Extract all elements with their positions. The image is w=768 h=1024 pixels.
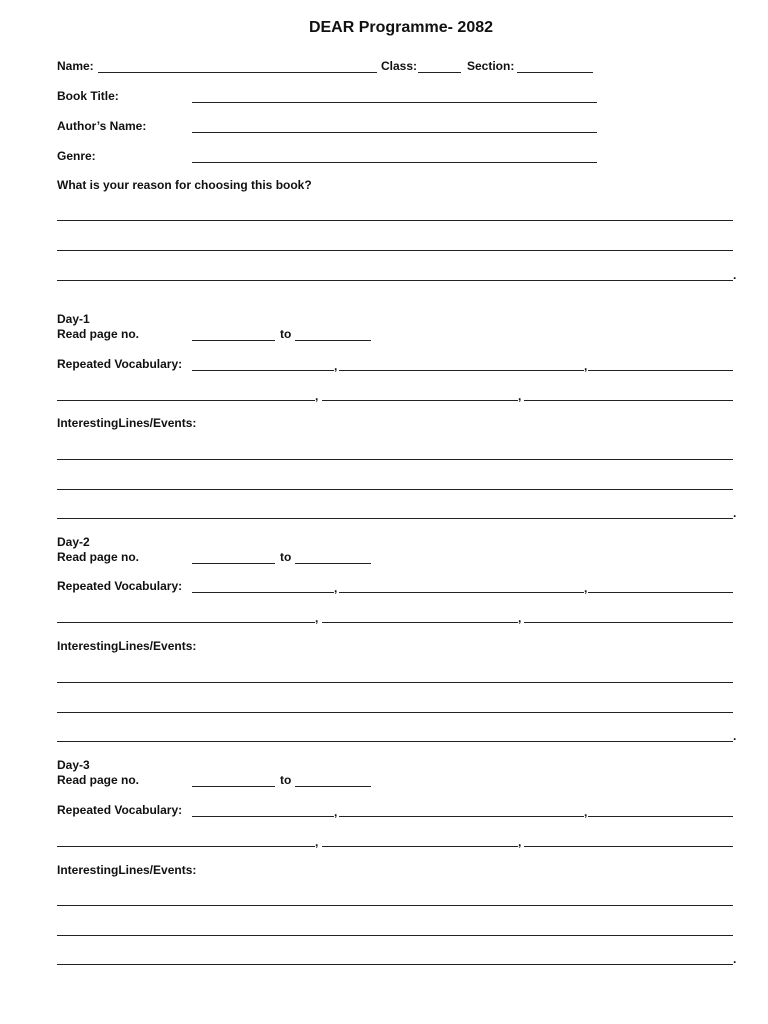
genre-label: Genre: <box>57 149 96 163</box>
vocab-field-3[interactable] <box>588 816 733 817</box>
vocab-comma: , <box>315 611 319 625</box>
book-title-field[interactable] <box>192 102 597 103</box>
class-label: Class: <box>381 59 418 73</box>
vocab-comma: , <box>584 581 588 595</box>
vocab-field-4[interactable] <box>57 400 315 401</box>
section-field[interactable] <box>517 72 593 73</box>
interesting-lines-label: InterestingLines/Events: <box>57 639 197 653</box>
day-label: Day-1 <box>57 312 90 326</box>
vocab-comma: , <box>518 835 522 849</box>
vocab-field-1[interactable] <box>192 370 334 371</box>
interesting-line-1[interactable] <box>57 459 733 460</box>
vocab-field-2[interactable] <box>339 816 584 817</box>
vocab-field-5[interactable] <box>322 846 518 847</box>
reason-line-3[interactable] <box>57 280 733 281</box>
author-label: Author’s Name: <box>57 119 147 133</box>
vocab-field-6[interactable] <box>524 846 733 847</box>
vocab-field-4[interactable] <box>57 622 315 623</box>
name-field[interactable] <box>98 72 377 73</box>
interesting-lines-label: InterestingLines/Events: <box>57 416 197 430</box>
name-label: Name: <box>57 59 94 73</box>
vocab-comma: , <box>518 611 522 625</box>
vocab-field-6[interactable] <box>524 400 733 401</box>
read-page-label: Read page no. <box>57 773 140 787</box>
page-title: DEAR Programme- 2082 <box>308 19 494 36</box>
section-label: Section: <box>467 59 515 73</box>
page-from-field[interactable] <box>192 563 275 564</box>
genre-field[interactable] <box>192 162 597 163</box>
vocab-comma: , <box>334 581 338 595</box>
page-to-field[interactable] <box>295 786 371 787</box>
interesting-line-2[interactable] <box>57 935 733 936</box>
interesting-period: . <box>733 729 737 743</box>
vocab-field-4[interactable] <box>57 846 315 847</box>
vocabulary-label: Repeated Vocabulary: <box>57 357 183 371</box>
book-title-label: Book Title: <box>57 89 119 103</box>
to-label: to <box>280 773 292 787</box>
to-label: to <box>280 550 292 564</box>
reason-line-1[interactable] <box>57 220 733 221</box>
interesting-line-2[interactable] <box>57 489 733 490</box>
vocab-field-3[interactable] <box>588 592 733 593</box>
reason-line-2[interactable] <box>57 250 733 251</box>
vocab-comma: , <box>315 835 319 849</box>
page-to-field[interactable] <box>295 340 371 341</box>
reason-question: What is your reason for choosing this book? <box>57 178 312 192</box>
day-label: Day-2 <box>57 535 90 549</box>
page-from-field[interactable] <box>192 786 275 787</box>
vocab-field-1[interactable] <box>192 592 334 593</box>
vocab-comma: , <box>334 805 338 819</box>
interesting-line-3[interactable] <box>57 964 733 965</box>
vocab-comma: , <box>518 389 522 403</box>
interesting-line-1[interactable] <box>57 905 733 906</box>
interesting-line-3[interactable] <box>57 518 733 519</box>
vocab-comma: , <box>334 359 338 373</box>
vocab-comma: , <box>315 389 319 403</box>
interesting-line-2[interactable] <box>57 712 733 713</box>
page-from-field[interactable] <box>192 340 275 341</box>
vocab-field-6[interactable] <box>524 622 733 623</box>
interesting-line-3[interactable] <box>57 741 733 742</box>
vocab-field-5[interactable] <box>322 622 518 623</box>
to-label: to <box>280 327 292 341</box>
vocab-comma: , <box>584 805 588 819</box>
author-field[interactable] <box>192 132 597 133</box>
vocab-field-3[interactable] <box>588 370 733 371</box>
vocab-field-1[interactable] <box>192 816 334 817</box>
interesting-period: . <box>733 952 737 966</box>
page-to-field[interactable] <box>295 563 371 564</box>
vocab-comma: , <box>584 359 588 373</box>
vocabulary-label: Repeated Vocabulary: <box>57 803 183 817</box>
reason-period: . <box>733 268 737 282</box>
interesting-line-1[interactable] <box>57 682 733 683</box>
vocab-field-2[interactable] <box>339 592 584 593</box>
vocab-field-5[interactable] <box>322 400 518 401</box>
read-page-label: Read page no. <box>57 327 140 341</box>
vocab-field-2[interactable] <box>339 370 584 371</box>
day-label: Day-3 <box>57 758 90 772</box>
read-page-label: Read page no. <box>57 550 140 564</box>
vocabulary-label: Repeated Vocabulary: <box>57 579 183 593</box>
class-field[interactable] <box>418 72 461 73</box>
interesting-lines-label: InterestingLines/Events: <box>57 863 197 877</box>
interesting-period: . <box>733 506 737 520</box>
